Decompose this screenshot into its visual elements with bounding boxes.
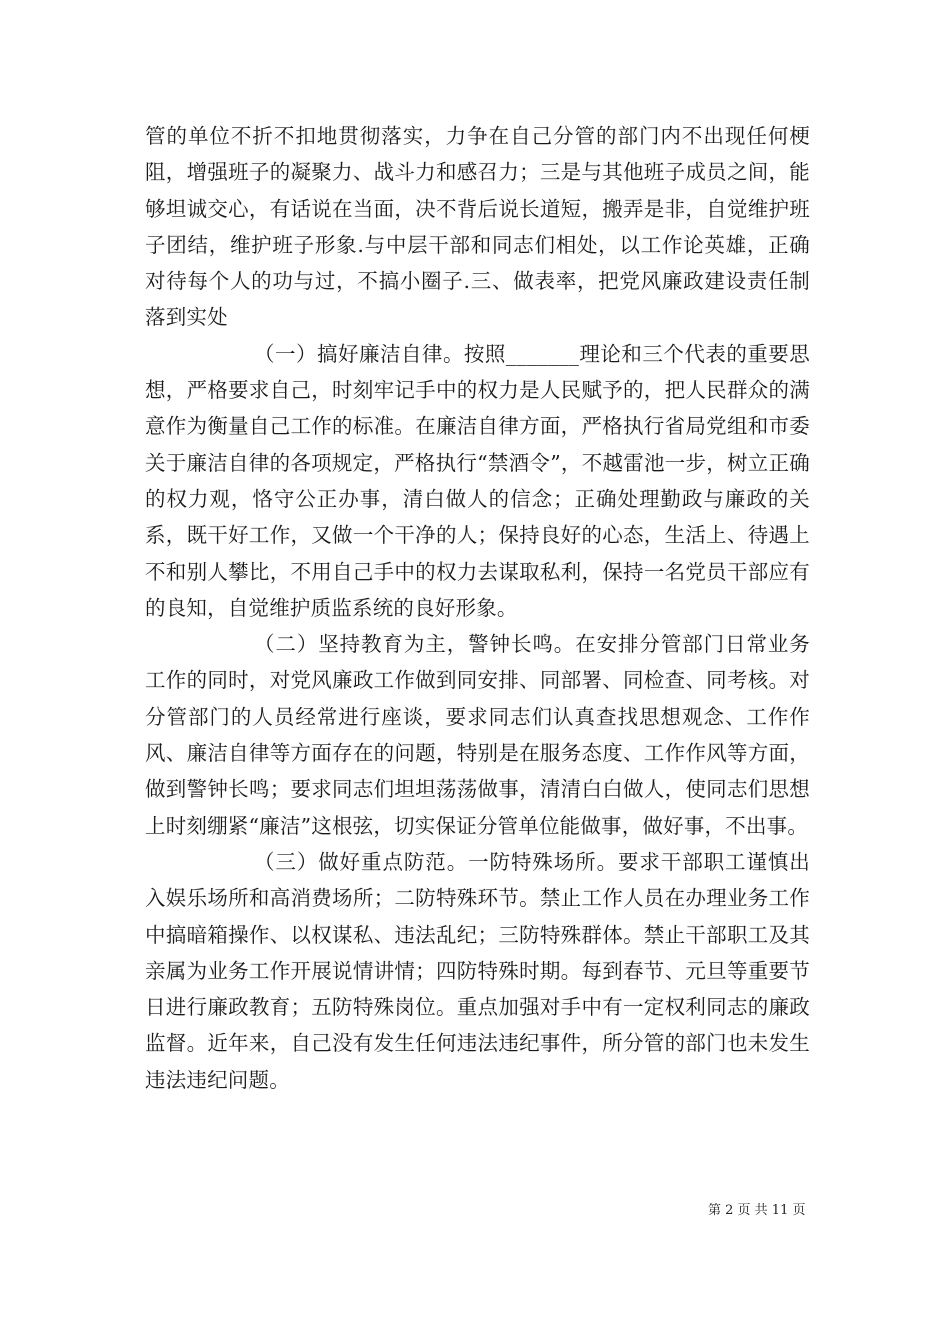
paragraph-4: （三）做好重点防范。一防特殊场所。要求干部职工谨慎出入娱乐场所和高消费场所；二防特殊环节。禁止工作人员在办理业务工作中搞暗箱操作、以权谋私、违法乱纪；三防特殊群体。禁止干部职工及其亲属为业务工作开展说情讲情；四防特殊时期。每到春节、元旦等重要节日进行廉政教育；五防特殊岗位。重点加强对手中有一定权利同志的廉政监督。近年来，自己没有发生任何违法违纪事件，所分管的部门也未发生违法违纪问题。 [145,849,810,1092]
paragraph-2: （一）搞好廉洁自律。按照_______理论和三个代表的重要思想，严格要求自己，时刻牢记手中的权力是人民赋予的，把人民群众的满意作为衡量自己工作的标准。在廉洁自律方面，严格执行省局党组和市委关于廉洁自律的各项规定，严格执行“禁酒令”，不越雷池一步，树立正确的权力观，恪守公正办事，清白做人的信念；正确处理勤政与廉政的关系，既干好工作，又做一个干净的人；保持良好的心态，生活上、待遇上不和别人攀比，不用自己手中的权力去谋取私利，保持一名党员干部应有的良知，自觉维护质监系统的良好形象。 [145,341,810,620]
document-body [145,118,810,1098]
paragraph-3: （二）坚持教育为主，警钟长鸣。在安排分管部门日常业务工作的同时，对党风廉政工作做到同安排、同部署、同检查、同考核。对分管部门的人员经常进行座谈，要求同志们认真查找思想观念、工作作风、廉洁自律等方面存在的问题，特别是在服务态度、工作作风等方面，做到警钟长鸣；要求同志们坦坦荡荡做事，清清白白做人，使同志们思想上时刻绷紧“廉洁”这根弦，切实保证分管单位能做事，做好事，不出事。 [145,632,810,838]
paragraph-1: 管的单位不折不扣地贯彻落实，力争在自己分管的部门内不出现任何梗阻，增强班子的凝聚力、战斗力和感召力；三是与其他班子成员之间，能够坦诚交心，有话说在当面，决不背后说长道短，搬弄是非，自觉维护班子团结，维护班子形象.与中层干部和同志们相处，以工作论英雄，正确对待每个人的功与过，不搞小圈子.三、做表率，把党风廉政建设责任制落到实处 [145,124,810,330]
page-number-footer: 第 2 页 共 11 页 [708,1203,806,1218]
